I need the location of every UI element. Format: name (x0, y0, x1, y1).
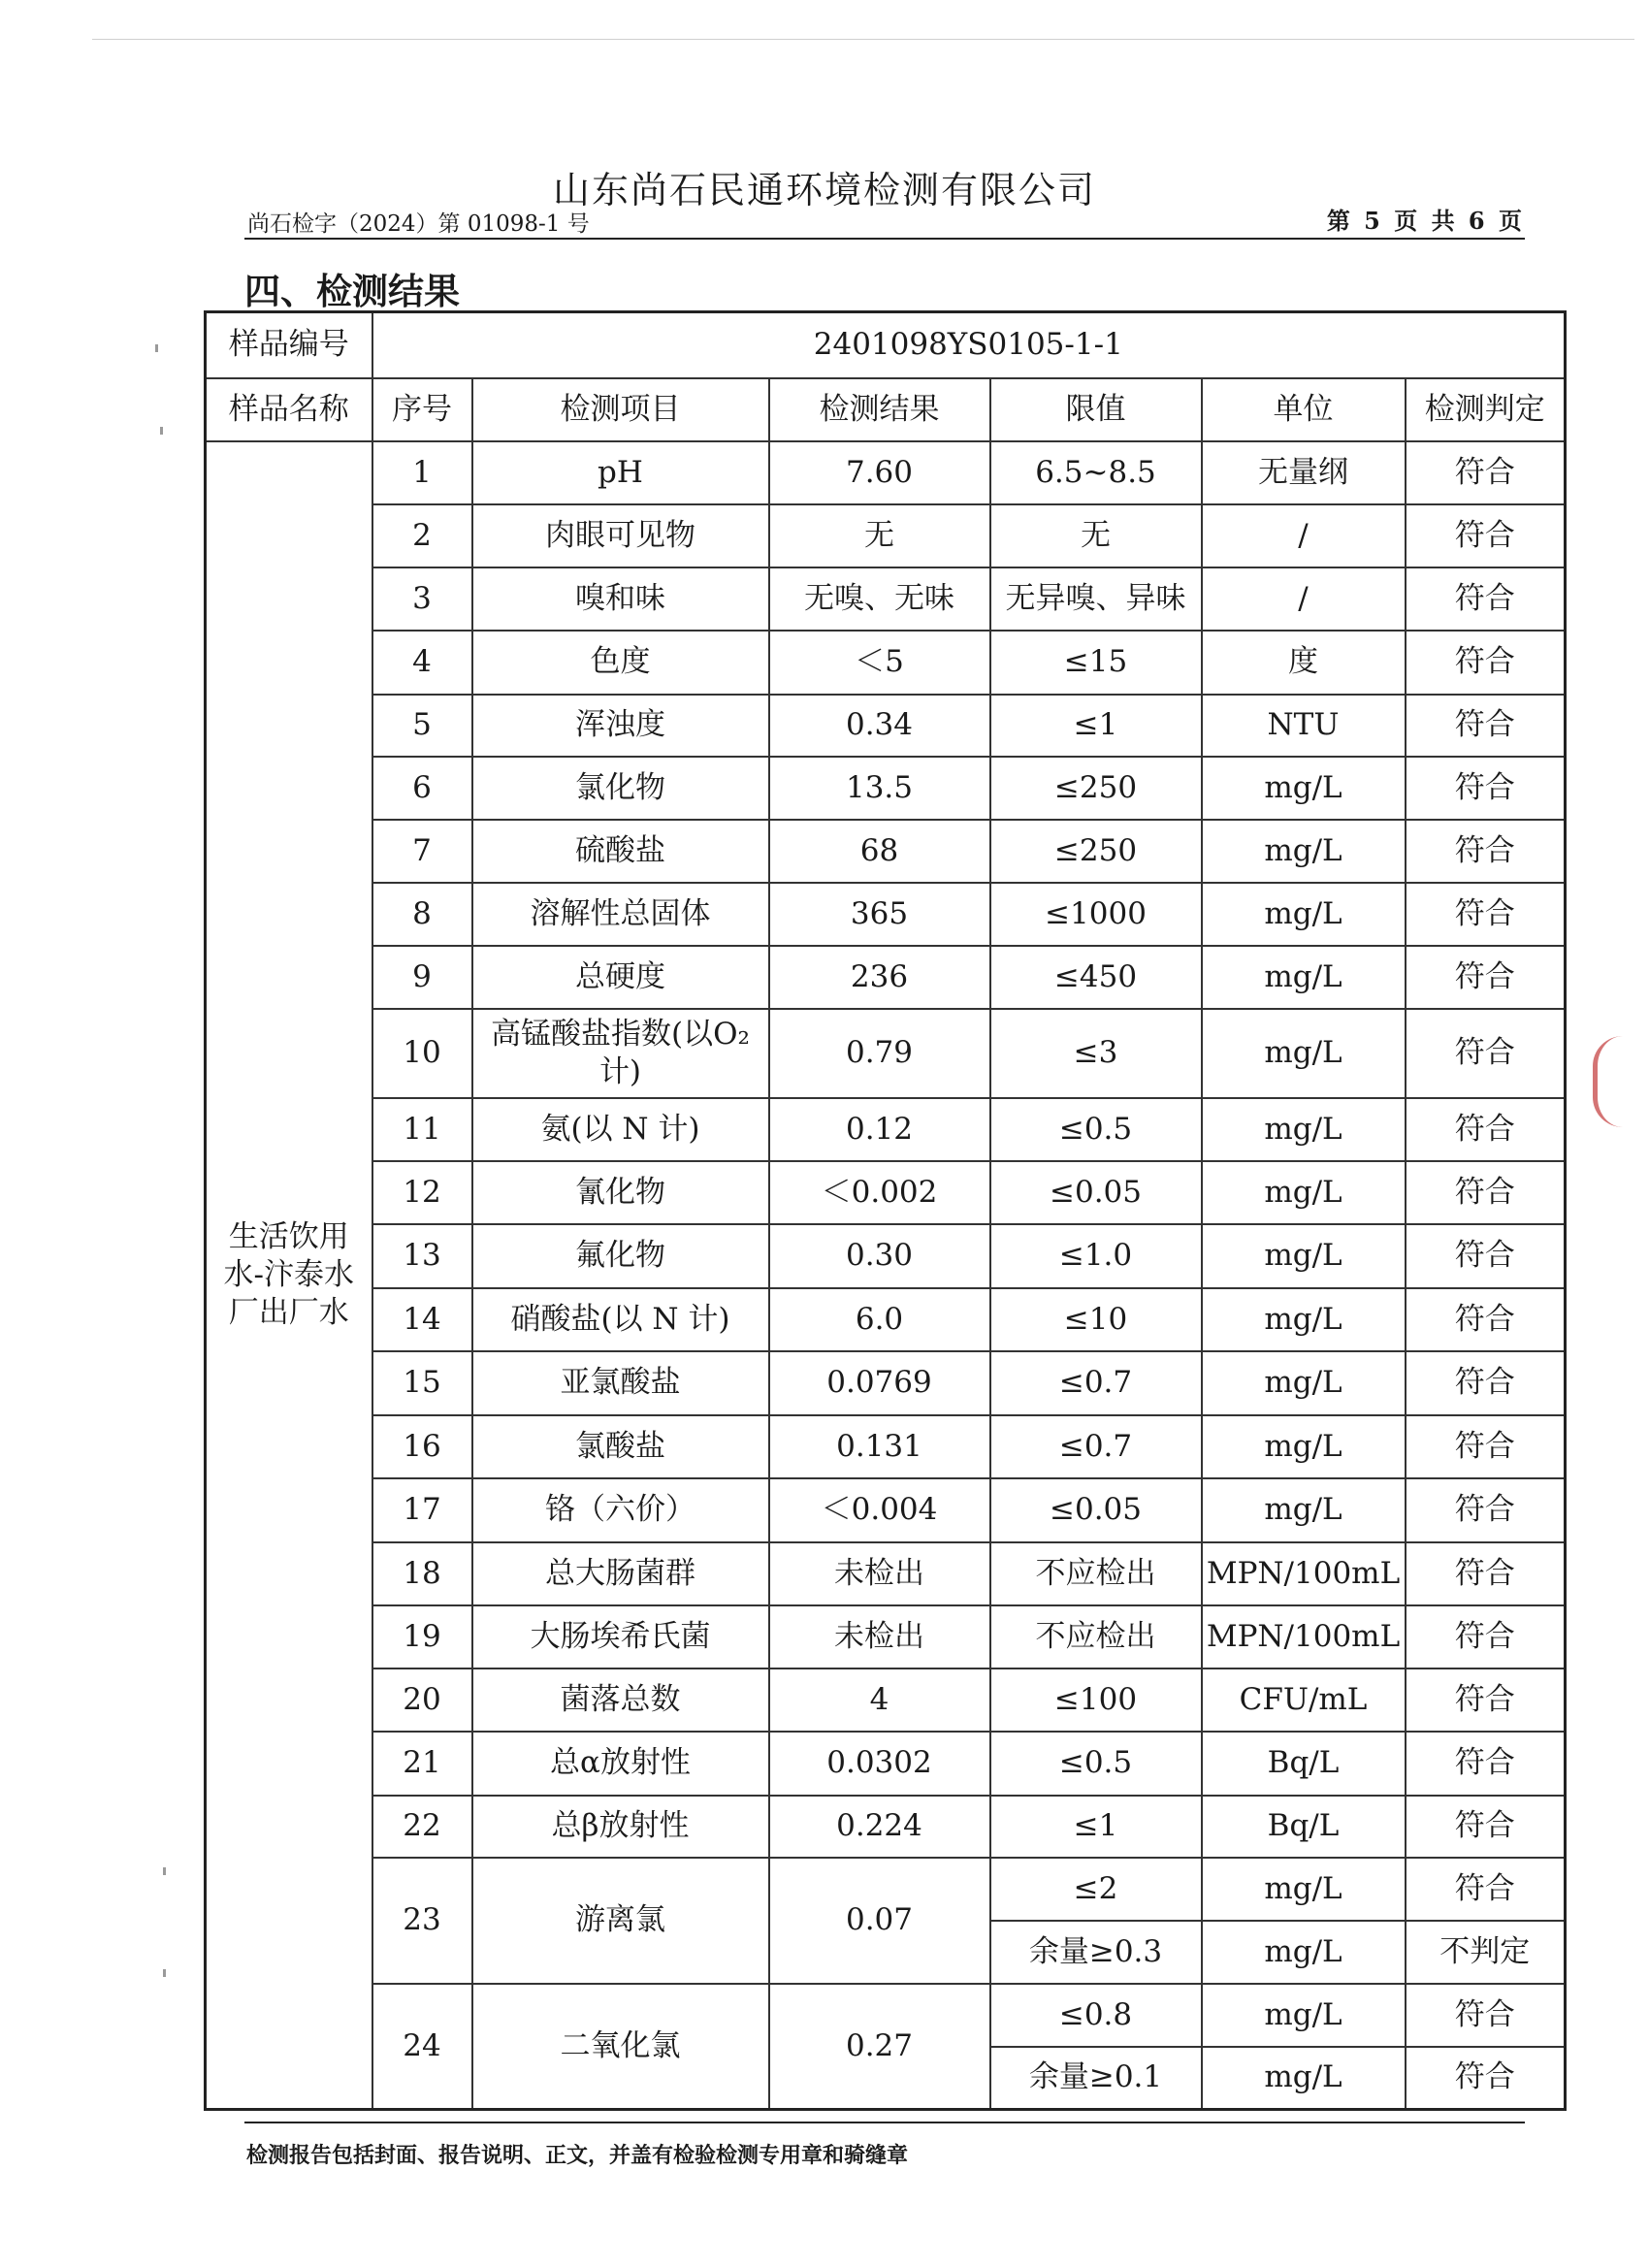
table-row (206, 1009, 1566, 1098)
row-limit-cell: ≤15 (990, 631, 1202, 695)
row-item-cell: 总β放射性 (472, 1796, 769, 1858)
scan-speck (163, 1867, 166, 1875)
row-unit-cell: NTU (1202, 695, 1406, 757)
row-item-cell: 氰化物 (472, 1161, 769, 1224)
col-header-unit: 单位 (1202, 378, 1406, 441)
row-judge-cell: 符合 (1406, 757, 1566, 820)
row-item-cell: 氯酸盐 (472, 1415, 769, 1478)
table-row (206, 695, 1566, 757)
row-limit-cell: ≤3 (990, 1009, 1202, 1098)
scan-speck (163, 1969, 166, 1977)
table-row (206, 1542, 1566, 1605)
row-unit-cell: mg/L (1202, 1098, 1406, 1161)
table-row (206, 1478, 1566, 1542)
row-unit-cell: 无量纲 (1202, 441, 1406, 504)
row-limit-cell: ≤0.8 (990, 1984, 1202, 2047)
row-limit-cell: ≤0.7 (990, 1351, 1202, 1415)
table-row (206, 757, 1566, 820)
row-judge-cell: 符合 (1406, 946, 1566, 1009)
row-unit-cell: mg/L (1202, 1415, 1406, 1478)
row-unit-cell: mg/L (1202, 946, 1406, 1009)
row-no-cell: 22 (372, 1796, 472, 1858)
row-no-cell: 4 (372, 631, 472, 695)
scan-speck (160, 427, 163, 435)
sample-no-row (206, 312, 1566, 378)
row-limit-cell: ≤250 (990, 820, 1202, 883)
row-limit-cell: ≤2 (990, 1858, 1202, 1921)
row-judge-cell: 符合 (1406, 1669, 1566, 1732)
col-header-item: 检测项目 (472, 378, 769, 441)
row-result-cell: 无嗅、无味 (769, 567, 990, 631)
table-row (206, 1984, 1566, 2047)
row-unit-cell: mg/L (1202, 1224, 1406, 1288)
row-unit-cell: mg/L (1202, 1858, 1406, 1921)
row-item-cell: 色度 (472, 631, 769, 695)
col-header-limit: 限值 (990, 378, 1202, 441)
row-no-cell: 18 (372, 1542, 472, 1605)
row-judge-cell: 符合 (1406, 1605, 1566, 1669)
row-judge-cell: 不判定 (1406, 1921, 1566, 1984)
row-result-cell: ＜0.004 (769, 1478, 990, 1542)
row-judge-cell: 符合 (1406, 441, 1566, 504)
table-row (206, 1858, 1566, 1921)
row-judge-cell: 符合 (1406, 1542, 1566, 1605)
col-header-no: 序号 (372, 378, 472, 441)
row-unit-cell: MPN/100mL (1202, 1542, 1406, 1605)
table-row (206, 946, 1566, 1009)
row-limit-cell: ≤450 (990, 946, 1202, 1009)
row-no-cell: 7 (372, 820, 472, 883)
row-judge-cell: 符合 (1406, 1796, 1566, 1858)
row-judge-cell: 符合 (1406, 2047, 1566, 2110)
row-item-cell: 溶解性总固体 (472, 883, 769, 946)
row-no-cell: 23 (372, 1858, 472, 1984)
row-no-cell: 13 (372, 1224, 472, 1288)
row-result-cell: 0.12 (769, 1098, 990, 1161)
row-result-cell: 0.0302 (769, 1732, 990, 1796)
row-limit-cell: ≤0.05 (990, 1161, 1202, 1224)
row-no-cell: 24 (372, 1984, 472, 2110)
row-limit-cell: ≤100 (990, 1669, 1202, 1732)
sample-no-label: 样品编号 (206, 312, 372, 378)
table-row (206, 1796, 1566, 1858)
table-row (206, 883, 1566, 946)
table-row (206, 1224, 1566, 1288)
row-item-cell: 肉眼可见物 (472, 504, 769, 567)
row-result-cell: 7.60 (769, 441, 990, 504)
row-result-cell: 0.0769 (769, 1351, 990, 1415)
row-limit-cell: ≤1 (990, 1796, 1202, 1858)
row-limit-cell: ≤0.5 (990, 1098, 1202, 1161)
row-judge-cell: 符合 (1406, 1984, 1566, 2047)
row-no-cell: 17 (372, 1478, 472, 1542)
footer-note: 检测报告包括封面、报告说明、正文，并盖有检验检测专用章和骑缝章 (246, 2144, 909, 2168)
row-no-cell: 5 (372, 695, 472, 757)
scan-edge-line (92, 39, 1634, 40)
row-item-cell: 总α放射性 (472, 1732, 769, 1796)
row-judge-cell: 符合 (1406, 695, 1566, 757)
table-row (206, 1669, 1566, 1732)
page-info: 第 5 页 共 6 页 (1326, 207, 1525, 235)
row-item-cell: 二氧化氯 (472, 1984, 769, 2110)
row-item-cell: 氟化物 (472, 1224, 769, 1288)
table-row (206, 1351, 1566, 1415)
row-limit-cell: 不应检出 (990, 1605, 1202, 1669)
row-no-cell: 10 (372, 1009, 472, 1098)
table-row (206, 1415, 1566, 1478)
row-judge-cell: 符合 (1406, 1351, 1566, 1415)
table-row (206, 631, 1566, 695)
row-limit-cell: ≤1 (990, 695, 1202, 757)
row-judge-cell: 符合 (1406, 1415, 1566, 1478)
row-judge-cell: 符合 (1406, 1161, 1566, 1224)
row-item-cell: 亚氯酸盐 (472, 1351, 769, 1415)
row-item-cell: 高锰酸盐指数(以O₂计) (472, 1009, 769, 1098)
table-row (206, 1605, 1566, 1669)
row-judge-cell: 符合 (1406, 820, 1566, 883)
row-result-cell: 0.07 (769, 1858, 990, 1984)
row-unit-cell: mg/L (1202, 1009, 1406, 1098)
row-judge-cell: 符合 (1406, 1288, 1566, 1351)
row-item-cell: 嗅和味 (472, 567, 769, 631)
row-no-cell: 15 (372, 1351, 472, 1415)
row-no-cell: 20 (372, 1669, 472, 1732)
row-limit-cell: ≤10 (990, 1288, 1202, 1351)
column-header-row (206, 378, 1566, 441)
row-item-cell: 硫酸盐 (472, 820, 769, 883)
row-limit-cell: ≤1000 (990, 883, 1202, 946)
sample-no-value: 2401098YS0105-1-1 (372, 312, 1566, 378)
table-row (206, 504, 1566, 567)
row-item-cell: 菌落总数 (472, 1669, 769, 1732)
row-result-cell: 6.0 (769, 1288, 990, 1351)
row-unit-cell: mg/L (1202, 1984, 1406, 2047)
row-no-cell: 11 (372, 1098, 472, 1161)
row-judge-cell: 符合 (1406, 883, 1566, 946)
document-number: 尚石检字（2024）第 01098-1 号 (247, 211, 590, 237)
table-row (206, 1288, 1566, 1351)
seal-stamp-fragment (1593, 1036, 1623, 1127)
row-item-cell: 总大肠菌群 (472, 1542, 769, 1605)
row-judge-cell: 符合 (1406, 1098, 1566, 1161)
row-item-cell: 浑浊度 (472, 695, 769, 757)
table-row (206, 1161, 1566, 1224)
row-result-cell: 无 (769, 504, 990, 567)
sample-name-cell: 生活饮用水-汴泰水厂出厂水 (206, 441, 372, 2110)
row-judge-cell: 符合 (1406, 1478, 1566, 1542)
row-unit-cell: Bq/L (1202, 1796, 1406, 1858)
row-unit-cell: mg/L (1202, 2047, 1406, 2110)
col-header-sample-name: 样品名称 (206, 378, 372, 441)
row-limit-cell: ≤1.0 (990, 1224, 1202, 1288)
row-no-cell: 6 (372, 757, 472, 820)
row-unit-cell: CFU/mL (1202, 1669, 1406, 1732)
row-no-cell: 21 (372, 1732, 472, 1796)
row-result-cell: 4 (769, 1669, 990, 1732)
row-result-cell: 未检出 (769, 1605, 990, 1669)
row-no-cell: 19 (372, 1605, 472, 1669)
row-item-cell: 硝酸盐(以 N 计) (472, 1288, 769, 1351)
row-unit-cell: mg/L (1202, 820, 1406, 883)
row-result-cell: ＜0.002 (769, 1161, 990, 1224)
row-judge-cell: 符合 (1406, 1732, 1566, 1796)
row-item-cell: 铬（六价） (472, 1478, 769, 1542)
row-limit-cell: 不应检出 (990, 1542, 1202, 1605)
table-row (206, 1732, 1566, 1796)
row-no-cell: 2 (372, 504, 472, 567)
header-rule (244, 238, 1525, 240)
row-unit-cell: Bq/L (1202, 1732, 1406, 1796)
table-row (206, 1098, 1566, 1161)
row-unit-cell: mg/L (1202, 883, 1406, 946)
row-result-cell: 0.27 (769, 1984, 990, 2110)
row-result-cell: 未检出 (769, 1542, 990, 1605)
row-judge-cell: 符合 (1406, 504, 1566, 567)
row-no-cell: 14 (372, 1288, 472, 1351)
row-limit-cell: 无 (990, 504, 1202, 567)
row-result-cell: 0.30 (769, 1224, 990, 1288)
footer-rule (244, 2122, 1525, 2123)
row-limit-cell: ≤0.05 (990, 1478, 1202, 1542)
row-no-cell: 9 (372, 946, 472, 1009)
row-unit-cell: / (1202, 567, 1406, 631)
row-result-cell: 0.34 (769, 695, 990, 757)
col-header-result: 检测结果 (769, 378, 990, 441)
row-judge-cell: 符合 (1406, 1858, 1566, 1921)
row-unit-cell: mg/L (1202, 1288, 1406, 1351)
row-result-cell: 0.79 (769, 1009, 990, 1098)
row-result-cell: ＜5 (769, 631, 990, 695)
row-no-cell: 16 (372, 1415, 472, 1478)
row-no-cell: 12 (372, 1161, 472, 1224)
row-item-cell: 大肠埃希氏菌 (472, 1605, 769, 1669)
row-item-cell: 氯化物 (472, 757, 769, 820)
row-limit-cell: 无异嗅、异味 (990, 567, 1202, 631)
row-result-cell: 68 (769, 820, 990, 883)
row-item-cell: 总硬度 (472, 946, 769, 1009)
col-header-judge: 检测判定 (1406, 378, 1566, 441)
row-no-cell: 1 (372, 441, 472, 504)
row-unit-cell: 度 (1202, 631, 1406, 695)
row-no-cell: 8 (372, 883, 472, 946)
row-limit-cell: ≤250 (990, 757, 1202, 820)
row-judge-cell: 符合 (1406, 1224, 1566, 1288)
row-judge-cell: 符合 (1406, 567, 1566, 631)
company-name: 山东尚石民通环境检测有限公司 (552, 169, 1096, 211)
row-result-cell: 365 (769, 883, 990, 946)
table-row (206, 567, 1566, 631)
row-limit-cell: 余量≥0.1 (990, 2047, 1202, 2110)
row-result-cell: 0.224 (769, 1796, 990, 1858)
row-unit-cell: / (1202, 504, 1406, 567)
section-title: 四、检测结果 (244, 271, 460, 312)
row-unit-cell: mg/L (1202, 1921, 1406, 1984)
row-judge-cell: 符合 (1406, 1009, 1566, 1098)
results-table (204, 310, 1567, 2111)
row-item-cell: 游离氯 (472, 1858, 769, 1984)
row-unit-cell: mg/L (1202, 1478, 1406, 1542)
row-limit-cell: 余量≥0.3 (990, 1921, 1202, 1984)
scan-speck (155, 344, 158, 352)
row-result-cell: 13.5 (769, 757, 990, 820)
row-item-cell: 氨(以 N 计) (472, 1098, 769, 1161)
row-limit-cell: 6.5~8.5 (990, 441, 1202, 504)
row-unit-cell: MPN/100mL (1202, 1605, 1406, 1669)
row-limit-cell: ≤0.7 (990, 1415, 1202, 1478)
row-result-cell: 236 (769, 946, 990, 1009)
row-judge-cell: 符合 (1406, 631, 1566, 695)
results-table-body (206, 312, 1566, 2110)
row-no-cell: 3 (372, 567, 472, 631)
row-result-cell: 0.131 (769, 1415, 990, 1478)
table-row (206, 820, 1566, 883)
row-limit-cell: ≤0.5 (990, 1732, 1202, 1796)
row-unit-cell: mg/L (1202, 1161, 1406, 1224)
table-row (206, 441, 1566, 504)
row-item-cell: pH (472, 441, 769, 504)
row-unit-cell: mg/L (1202, 757, 1406, 820)
row-unit-cell: mg/L (1202, 1351, 1406, 1415)
